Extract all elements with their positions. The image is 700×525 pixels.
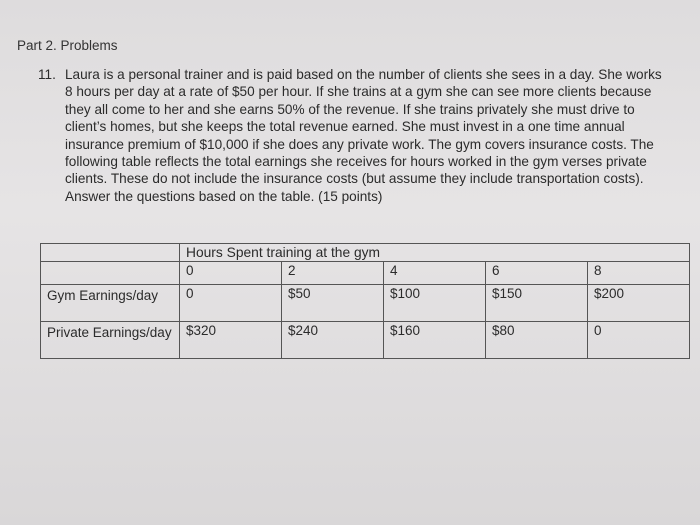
table-header-row	[41, 244, 690, 262]
hours-header: Hours Spent training at the gym	[180, 244, 690, 262]
problem-11	[38, 66, 668, 205]
row-label-private: Private Earnings/day	[41, 322, 180, 359]
gym-earnings-cell: $150	[486, 285, 588, 322]
gym-earnings-cell: $200	[588, 285, 690, 322]
table-row-gym	[41, 285, 690, 322]
hours-cell: 2	[282, 262, 384, 285]
part-title: Part 2. Problems	[17, 38, 118, 53]
table-row-private	[41, 322, 690, 359]
hours-cell: 8	[588, 262, 690, 285]
earnings-table-wrapper	[40, 243, 690, 359]
table-corner-cell	[41, 244, 180, 262]
hours-cell: 6	[486, 262, 588, 285]
table-corner-cell-2	[41, 262, 180, 285]
private-earnings-cell: $240	[282, 322, 384, 359]
private-earnings-cell: $320	[180, 322, 282, 359]
row-label-gym: Gym Earnings/day	[41, 285, 180, 322]
earnings-table	[40, 243, 690, 359]
private-earnings-cell: 0	[588, 322, 690, 359]
hours-cell: 0	[180, 262, 282, 285]
problem-number: 11.	[38, 67, 56, 82]
gym-earnings-cell: 0	[180, 285, 282, 322]
private-earnings-cell: $160	[384, 322, 486, 359]
table-hours-row	[41, 262, 690, 285]
private-earnings-cell: $80	[486, 322, 588, 359]
gym-earnings-cell: $50	[282, 285, 384, 322]
problem-text: Laura is a personal trainer and is paid based on the number of clients she sees in a day. She works 8 hours per day at a rate of $50 per hour. If she trains at a gym she can see more clients because they all come to her and she earns 50% of the revenue. If she trains privately she must drive to client’s homes, but she keeps the total revenue earned. She must invest in a one time annual insurance premium of $10,000 if she does any private work. The gym covers insurance costs. The following table reflects the total earnings she receives for hours worked in the gym verses private clients. These do not include the insurance costs (but assume they include transportation costs). Answer the questions based on the table. (15 points)	[65, 67, 662, 204]
gym-earnings-cell: $100	[384, 285, 486, 322]
hours-cell: 4	[384, 262, 486, 285]
